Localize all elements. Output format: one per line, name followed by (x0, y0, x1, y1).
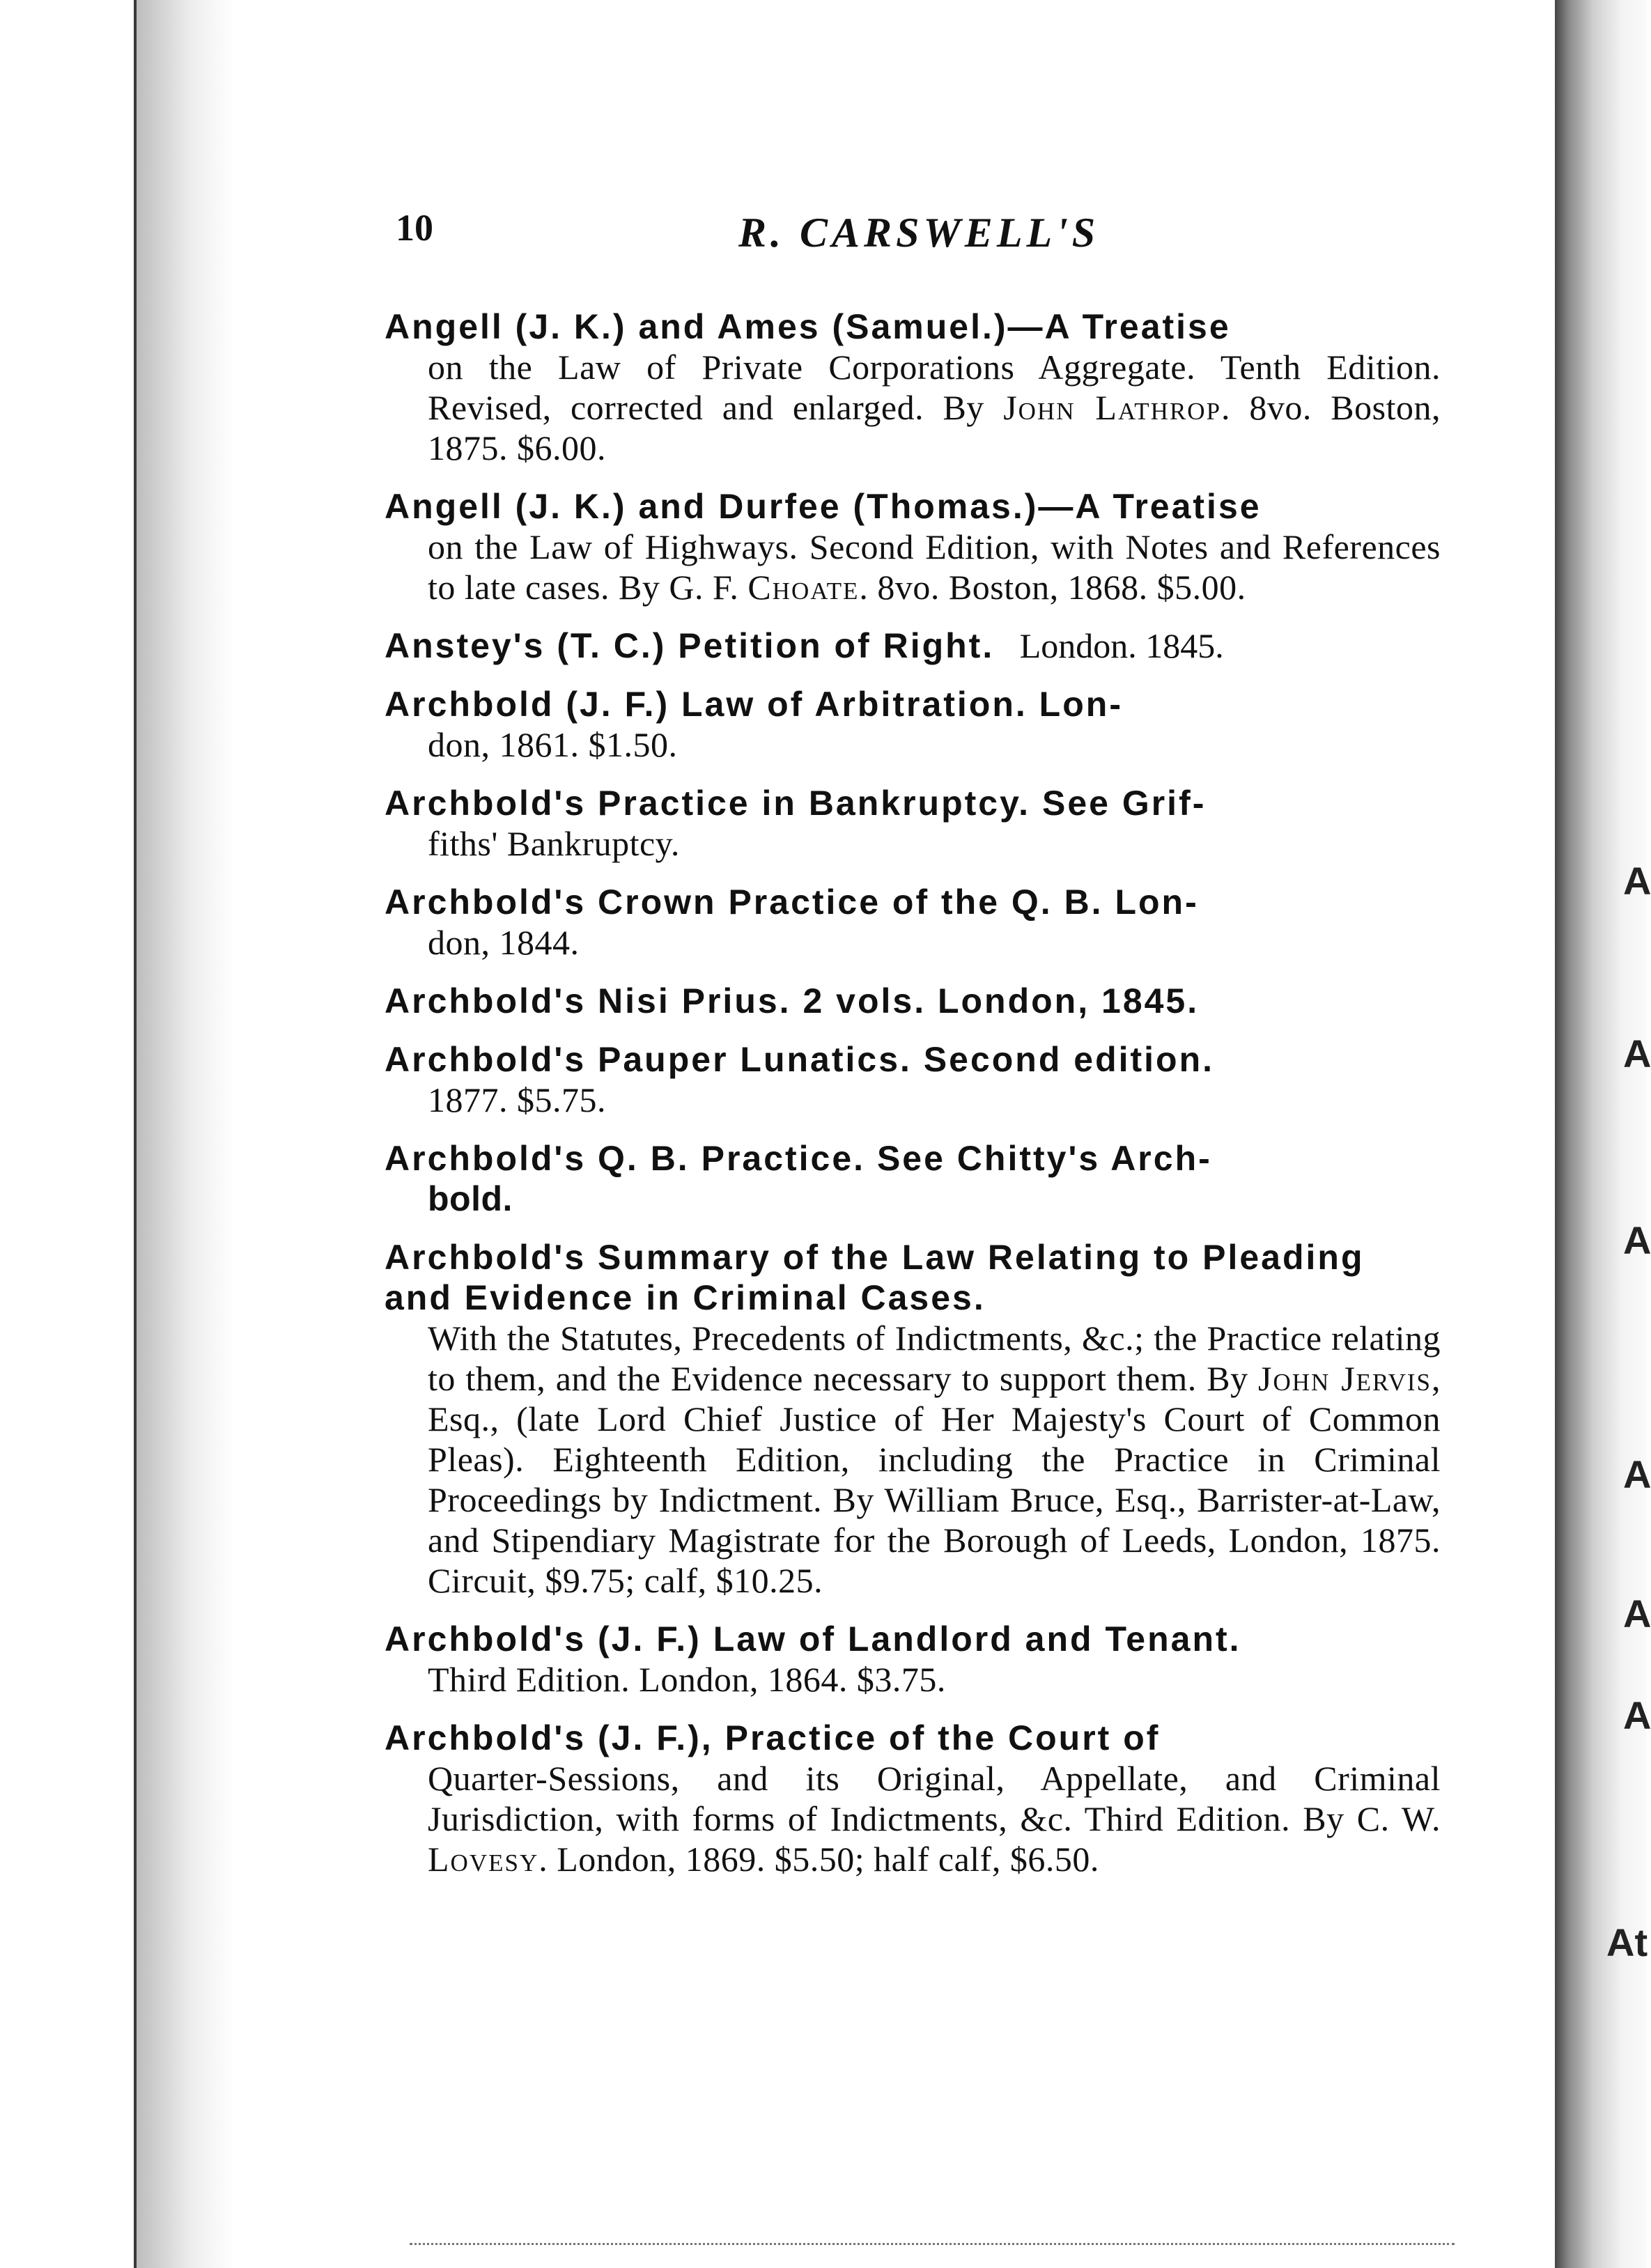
entry-title: Archbold's Nisi Prius. 2 vols. London, 1845. (385, 981, 1200, 1020)
catalogue-entry (385, 1619, 1441, 1700)
entry-detail: don, 1861. $1.50. (428, 725, 678, 764)
facing-page-letter: A (1623, 1452, 1651, 1496)
facing-page-letter: A (1623, 1218, 1651, 1262)
catalogue-entry (385, 306, 1441, 468)
entry-detail: London. 1845. (1019, 626, 1224, 665)
entry-title: Archbold's Q. B. Practice. See Chitty's Arch- (385, 1139, 1212, 1178)
catalogue-entries (385, 306, 1441, 1897)
entry-detail: on the Law of Private Corporations Aggregate. Tenth Edition. Revised, corrected and enlarged. By John Lathrop. 8vo. Boston, 1875. $6.00. (428, 348, 1441, 467)
entry-detail: fiths' Bankruptcy. (428, 824, 680, 863)
catalogue-entry (385, 486, 1441, 607)
page-edges (0, 0, 251, 2268)
facing-page-letter: A (1623, 1032, 1651, 1075)
entry-title: Archbold (J. F.) Law of Arbitration. Lon- (385, 685, 1123, 724)
entry-detail: don, 1844. (428, 923, 580, 962)
entry-detail: Quarter-Sessions, and its Original, Appellate, and Criminal Jurisdiction, with forms of Indictments, &c. Third Edition. By C. W. Lovesy. London, 1869. $5.50; half calf, $6.50. (428, 1759, 1441, 1879)
entry-detail: on the Law of Highways. Second Edition, with Notes and References to late cases. By G. F. Choate. 8vo. Boston, 1868. $5.00. (428, 527, 1441, 607)
entry-title: Archbold's Practice in Bankruptcy. See Grif- (385, 784, 1207, 823)
facing-page-letter: At (1606, 1920, 1648, 1964)
entry-title: Archbold's Summary of the Law Relating to Pleading and Evidence in Criminal Cases. (385, 1238, 1365, 1317)
scan-bottom-edge (410, 2243, 1455, 2246)
entry-title: Anstey's (T. C.) Petition of Right. (385, 626, 995, 665)
entry-detail: bold. (428, 1179, 513, 1218)
running-head: R. CARSWELL'S (738, 210, 1100, 256)
entry-title: Archbold's (J. F.), Practice of the Court of (385, 1718, 1161, 1757)
entry-title: Archbold's Crown Practice of the Q. B. Lon- (385, 883, 1199, 922)
catalogue-entry (385, 981, 1441, 1021)
catalogue-entry (385, 1237, 1441, 1601)
catalogue-entry (385, 684, 1441, 765)
entry-detail: Third Edition. London, 1864. $3.75. (428, 1660, 946, 1699)
facing-page-letter: A (1623, 1693, 1651, 1737)
entry-title: Angell (J. K.) and Ames (Samuel.)—A Treatise (385, 307, 1231, 346)
entry-title: Archbold's (J. F.) Law of Landlord and Tenant. (385, 1620, 1241, 1659)
entry-detail: 1877. $5.75. (428, 1080, 606, 1119)
facing-page-letter: A (1623, 1592, 1651, 1636)
entry-title: Archbold's Pauper Lunatics. Second edition. (385, 1040, 1215, 1079)
catalogue-entry (385, 626, 1441, 666)
catalogue-entry (385, 1138, 1441, 1219)
catalogue-entry (385, 1718, 1441, 1879)
catalogue-entry (385, 882, 1441, 963)
page-number: 10 (396, 207, 433, 249)
entry-title: Angell (J. K.) and Durfee (Thomas.)—A Treatise (385, 487, 1262, 526)
catalogue-entry (385, 1039, 1441, 1120)
facing-page-letter: A (1623, 859, 1651, 903)
catalogue-entry (385, 783, 1441, 864)
entry-detail: With the Statutes, Precedents of Indictments, &c.; the Practice relating to them, and the Evidence necessary to support them. By John Jervis, Esq., (late Lord Chief Justice of Her Majesty's Court of Common Pleas). Eighteenth Edition, including the Practice in Criminal Proceedings by Indictment. By William Bruce, Esq., Barrister-at-Law, and Stipendiary Magistrate for the Borough of Leeds, London, 1875. Circuit, $9.75; calf, $10.25. (428, 1319, 1441, 1600)
